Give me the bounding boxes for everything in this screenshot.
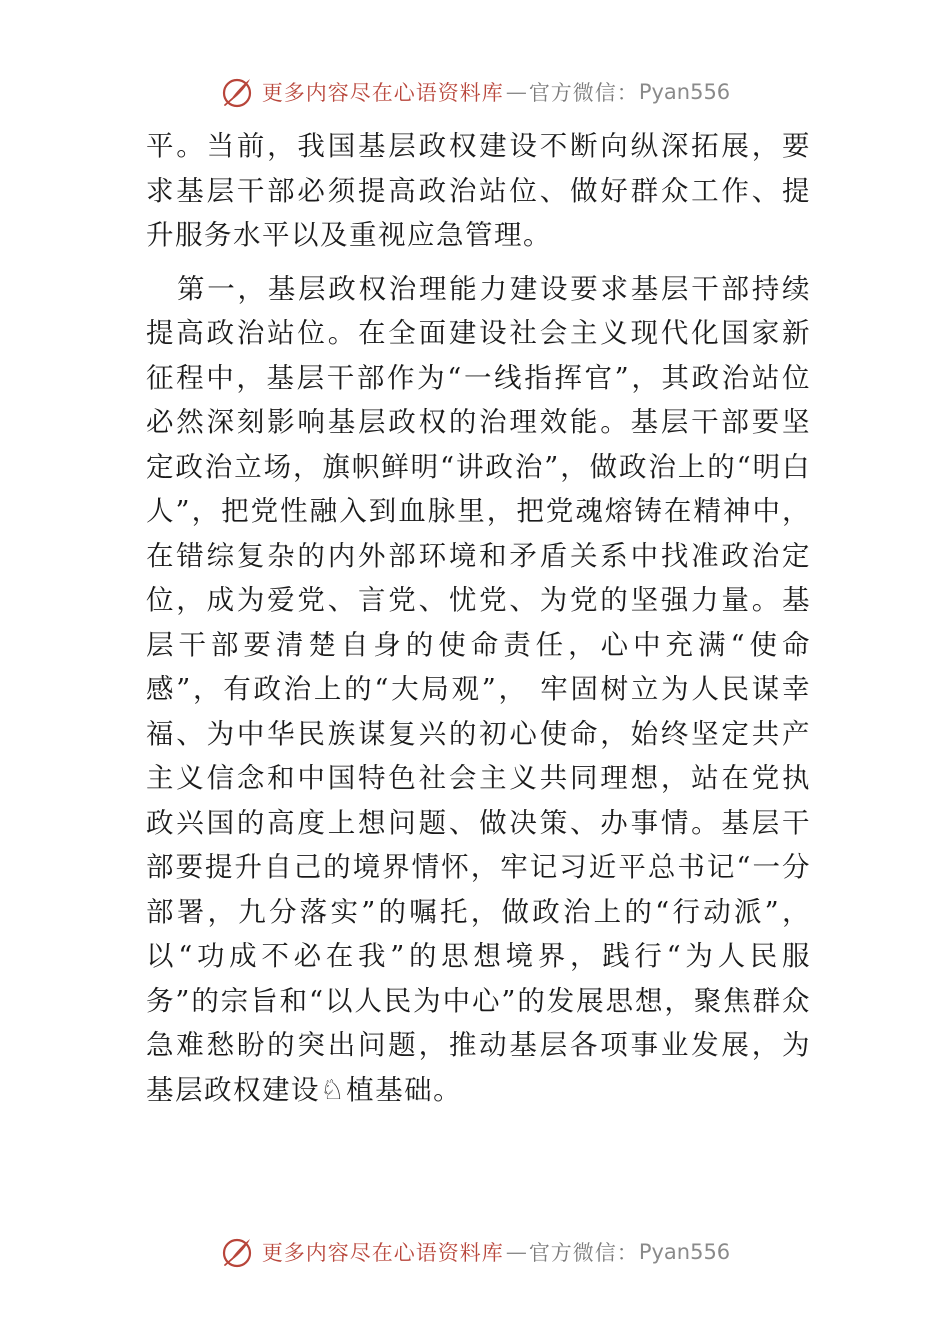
header-wechat-id: Pyan556 [638,80,731,104]
footer-separator: — [505,1240,527,1264]
header-separator: — [505,80,527,104]
document-body [146,124,811,1112]
header-wechat-label: 官方微信： [528,81,639,105]
footer-banner [0,1232,950,1272]
paragraph-political-stance: 第一，基层政权治理能力建设要求基层干部持续提高政治站位。在全面建设社会主义现代化国家新征程中，基层干部作为“一线指挥官”，其政治站位必然深刻影响基层政权的治理效能。基层干部要坚定政治立场，旗帜鲜明“讲政治”，做政治上的“明白人”，把党性融入到血脉里，把党魂熔铸在精神中，在错综复杂的内外部环境和矛盾关系中找准政治定位，成为爱党、言党、忧党、为党的坚强力量。基层干部要清楚自身的使命责任，心中充满“使命感”，有政治上的“大局观”， 牢固树立为人民谋幸福、为中华民族谋复兴的初心使命，始终坚定共产主义信念和中国特色社会主义共同理想，站在党执政兴国的高度上想问题、做决策、办事情。基层干部要提升自己的境界情怀，牢记习近平总书记“一分部署，九分落实”的嘱托，做政治上的“行动派”，以“功成不必在我”的思想境界，践行“为人民服务”的宗旨和“以人民为中心”的发展思想，聚焦群众急难愁盼的突出问题，推动基层各项事业发展，为基层政权建设♘植基础。 [146,272,811,1106]
footer-wechat-label: 官方微信： [528,1241,639,1265]
footer-banner-text: 更多内容尽在心语资料库 [261,1241,504,1265]
header-banner [0,72,950,112]
quill-logo-icon [220,75,254,109]
quill-logo-icon [220,1235,254,1269]
paragraph-continuation: 平。当前，我国基层政权建设不断向纵深拓展，要求基层干部必须提高政治站位、做好群众工作、提升服务水平以及重视应急管理。 [146,130,811,251]
header-banner-text: 更多内容尽在心语资料库 [261,81,504,105]
footer-wechat-id: Pyan556 [638,1240,731,1264]
